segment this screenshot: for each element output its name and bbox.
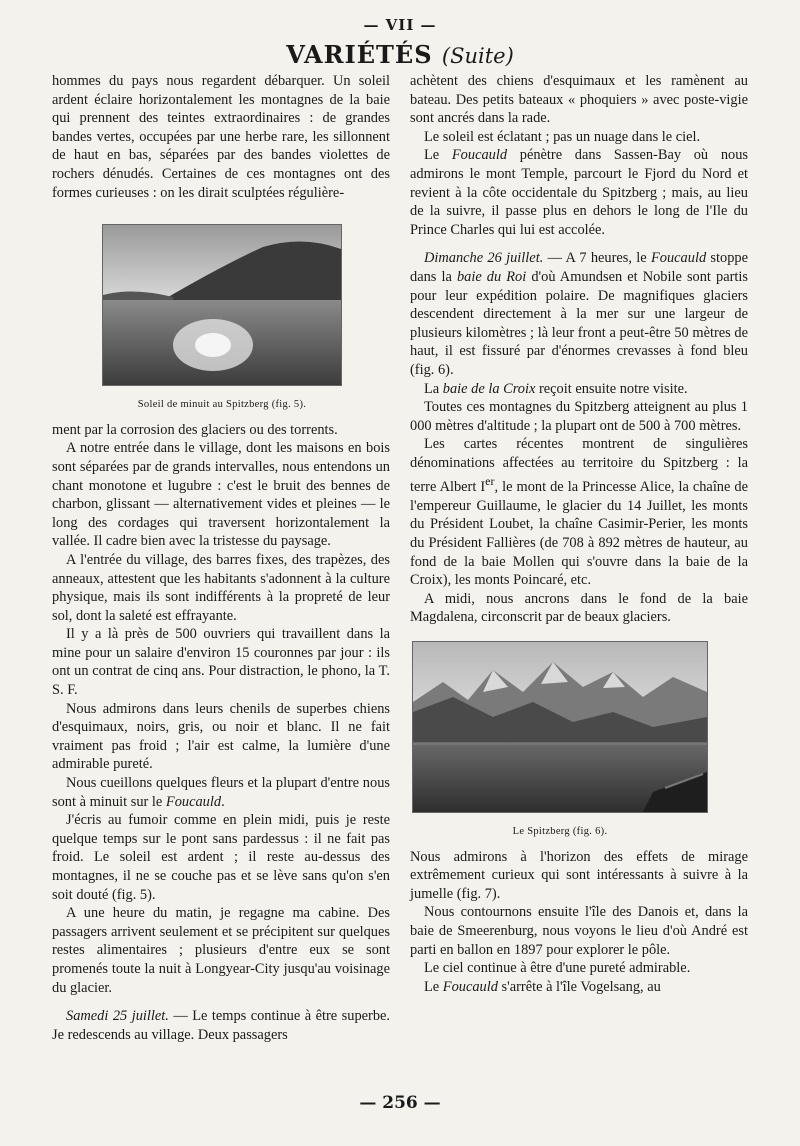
paragraph: Dimanche 26 juillet. — A 7 heures, le Foucauld stoppe dans la baie du Roi d'où Amundsen et Nobile sont partis pour leur expédition polaire. De magnifiques glaciers descendent directement à la mer sur une largeur de plusieurs kilomètres ; là leur front a peut-être 50 mètres de haut, il est fissuré par d'énormes crevasses à fond bleu (fig. 6). [410, 250, 749, 378]
date-heading: Samedi 25 juillet. [66, 1008, 169, 1025]
bay-name: baie du Roi [456, 268, 527, 285]
paragraph: hommes du pays nous regardent débarquer. Un soleil ardent éclaire horizontalement les montagnes de la baie qui prennent des teintes extraordinaires : de grandes bandes vertes, occupées par une herbe rare, les sillonnent de haut en bas, séparées par des bandes violettes de rochers dénudés. Certaines de ces montagnes ont des formes curieuses : on les dirait sculptées régulière- [52, 73, 390, 201]
paragraph: Il y a là près de 500 ouvriers qui travaillent dans la mine pour un salaire d'environ 15 couronnes par jour : ils ont un contrat de cinq ans. Pour distraction, le phono, la T. S. F. [52, 626, 390, 699]
ship-name: Foucauld [650, 250, 707, 267]
section-title-main: VARIÉTÉS [286, 40, 433, 69]
ship-name: Foucauld [442, 978, 498, 995]
date-heading: Dimanche 26 juillet. [424, 250, 544, 267]
paragraph: Nous contournons ensuite l'île des Danois et, dans la baie de Smeerenburg, nous voyons le lieu d'où André est parti en ballon en 1897 pour explorer le pôle. [410, 904, 748, 958]
paragraph: Le soleil est éclatant ; pas un nuage dans le ciel. [424, 128, 701, 145]
paragraph: Toutes ces montagnes du Spitzberg atteignent au plus 1 000 mètres d'altitude ; la plupart ont de 500 à 700 mètres. [410, 399, 748, 434]
section-title-suffix: (Suite) [441, 44, 514, 68]
paragraph: Nous cueillons quelques fleurs et la plupart d'entre nous sont à minuit sur le Foucauld. [52, 775, 390, 810]
figure-caption: Le Spitzberg (fig. 6). [512, 826, 608, 838]
ship-name: Foucauld [451, 147, 508, 164]
paragraph: Nous admirons à l'horizon des effets de mirage extrêmement curieux qui sont intéressants à suivre à la jumelle (fig. 7). [410, 848, 748, 902]
midnight-sun-photo [102, 224, 342, 386]
paragraph: J'écris au fumoir comme en plein midi, puis je reste quelque temps sur le pont sans pardessus : il ne fait pas froid. Le soleil est ardent ; il reste au-dessus des montagnes, il ne se couche pas et se lève sans qu'on s'en soit douté (fig. 5). [52, 812, 390, 903]
ordinal-superscript: er [485, 474, 495, 489]
paragraph: A l'entrée du village, des barres fixes, des trapèzes, des anneaux, attestent que les habitants s'adonnent à la culture physique, mais ils sont indifférents à la propreté de leur sol, dont la saleté est effrayante. [52, 551, 390, 624]
paragraph: Nous admirons dans leurs chenils de superbes chiens d'esquimaux, noirs, gris, ou noir et blanc. Il ne fait vraiment pas froid ; l'air est calme, la lumière d'une admirable pureté. [52, 700, 390, 773]
figure-6 [412, 641, 708, 842]
paragraph: Les cartes récentes montrent de singulières dénominations affectées au territoire du Spitzberg : la terre Albert Ier, le mont de la Princesse Alice, la chaîne de l'empereur Guillaume, le glacier du 14 Juillet, les monts du Président Loubet, la chaîne Casimir-Perier, les monts du Président Fallières (de 708 à 892 mètres de hauteur, au fond de la baie Mollen qui s'ouvre dans la baie de la Croix), les monts Poincaré, etc. [410, 436, 748, 589]
paragraph: A midi, nous ancrons dans le fond de la baie Magdalena, circonscrit par de beaux glaciers. [410, 590, 748, 626]
paragraph: Le Foucauld pénètre dans Sassen-Bay où nous admirons le mont Temple, parcourt le Fjord du Nord et revient à la côte occidentale du Spitzberg ; mais, au lieu de la suivre, il passe plus en dehors le long de l'Ile du Prince Charles qui lui est accolée. [410, 147, 749, 238]
paragraph: Samedi 25 juillet. — Le temps continue à être superbe. Je redescends au village. Deux passagers [52, 1008, 390, 1043]
section-title [0, 40, 800, 69]
right-column [410, 72, 748, 996]
page-number: — 256 — [359, 1093, 441, 1113]
figure-5 [102, 224, 342, 415]
spitzberg-landscape-photo [412, 641, 708, 813]
paragraph: A notre entrée dans le village, dont les maisons en bois sont séparées par de grands intervalles, nous entendons un chant monotone et lugubre : c'est le bruit des bennes de charbon, glissant — alternativement vides et pleines — le long des cordages qui traversent horizontalement la vallée. Il cadre bien avec la tristesse du paysage. [52, 440, 390, 550]
paragraph: Le Foucauld s'arrête à l'île Vogelsang, au [424, 978, 661, 995]
page-roman-numeral: — VII — [363, 16, 437, 34]
paragraph: Le ciel continue à être d'une pureté admirable. [424, 960, 691, 977]
left-column [52, 72, 390, 1044]
ship-name: Foucauld [165, 793, 222, 810]
paragraph: achètent des chiens d'esquimaux et les ramènent au bateau. Des petits bateaux « phoquiers » avec poste-vigie sont ancrés dans la rade. [410, 73, 748, 127]
paragraph: A une heure du matin, je regagne ma cabine. Des passagers arrivent seulement et se précipitent sur quelques restes alimentaires ; plusieurs d'entre eux se sont promenés toute la nuit à Longyear-City jusqu'au voisinage du glacier. [52, 905, 390, 996]
figure-caption: Soleil de minuit au Spitzberg (fig. 5). [137, 399, 307, 411]
paragraph: ment par la corrosion des glaciers ou des torrents. [52, 421, 338, 438]
paragraph: La baie de la Croix reçoit ensuite notre visite. [424, 380, 688, 397]
bay-name: baie de la Croix [442, 380, 536, 397]
